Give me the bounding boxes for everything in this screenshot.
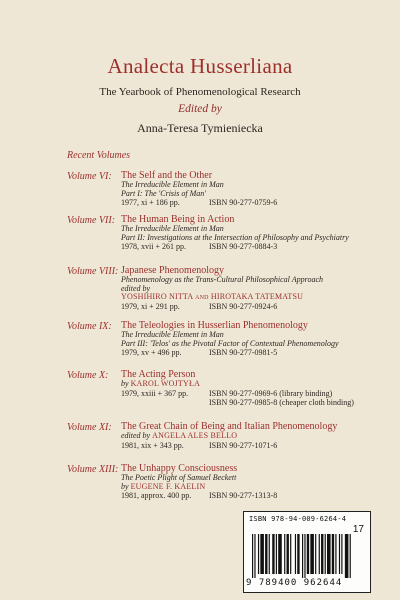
volume-publication-info (121, 389, 391, 398)
barcode-bar (339, 534, 340, 574)
barcode-isbn: ISBN 978-94-009-6264-4 (249, 515, 347, 523)
barcode-bar (315, 534, 316, 574)
volume-publication-info-alt (121, 398, 391, 407)
barcode-bar (272, 534, 274, 574)
volume-subline: The Irreducible Element in Man (121, 180, 224, 189)
volume-details (121, 215, 391, 251)
series-subtitle: The Yearbook of Phenomenological Research (99, 86, 301, 98)
series-title: Analecta Husserliana (107, 54, 293, 78)
volume-number: Volume X: (67, 370, 109, 381)
barcode-bar (254, 534, 255, 578)
volume-title: Japanese Phenomenology (121, 265, 225, 276)
recent-volumes-heading: Recent Volumes (67, 150, 131, 161)
barcode-digits: 9 789400 962644 (246, 578, 343, 588)
volume-details (121, 422, 391, 450)
barcode-label (243, 511, 371, 593)
volume-subline: Part III: 'Telos' as the Pivotal Factor of Contextual Phenomenology (121, 338, 339, 348)
volume-publication-info (121, 242, 391, 251)
volume-isbn: ISBN 90-277-0759-6 (209, 198, 278, 208)
volume-publication-info (121, 302, 391, 311)
volume-subline: The Irreducible Element in Man (121, 224, 224, 233)
volume-publication-info (121, 348, 391, 357)
barcode-bar (297, 534, 299, 574)
volume-subline: The Irreducible Element in Man (121, 330, 224, 339)
volume-details (121, 370, 391, 407)
volume-details (121, 171, 391, 207)
barcode-bar (260, 534, 264, 574)
barcode-bar (258, 534, 259, 574)
barcode-bar (252, 534, 253, 578)
barcode-bar (304, 534, 305, 578)
volume-year-pages: 1979, xv + 496 pp. (121, 348, 182, 358)
volume-title: The Teleologies in Husserlian Phenomenology (121, 320, 308, 331)
volume-isbn: ISBN 90-277-1071-6 (209, 440, 278, 450)
barcode-bar (341, 534, 342, 574)
barcode-price-code: 17 (352, 524, 364, 535)
volume-title: The Unhappy Consciousness (121, 463, 238, 474)
volume-subline: Part II: Investigations at the Intersection of Philosophy and Psychiatry (121, 232, 349, 242)
barcode-bar (307, 534, 309, 574)
volume-number: Volume IX: (67, 321, 112, 332)
barcode-bar (302, 534, 303, 578)
volume-title: The Self and the Other (121, 170, 213, 181)
volume-subline: YOSHIHIRO NITTA and HIROTAKA TATEMATSU (121, 292, 304, 302)
volume-details (121, 266, 391, 311)
volume-year-pages: 1979, xi + 291 pp. (121, 301, 180, 311)
volume-title: The Human Being in Action (121, 214, 235, 225)
barcode-bar (327, 534, 331, 574)
barcode-icon (252, 534, 352, 578)
volume-details (121, 464, 391, 500)
volume-isbn: ISBN 90-277-1313-8 (209, 491, 278, 501)
volume-number: Volume XIII: (67, 464, 119, 475)
volume-subline: edited by (121, 283, 151, 293)
volume-year-pages: 1981, xix + 343 pp. (121, 440, 184, 450)
volume-number: Volume XI: (67, 422, 112, 433)
volume-details (121, 321, 391, 357)
volume-title: The Great Chain of Being and Italian Phenomenology (121, 421, 338, 432)
barcode-bar (321, 534, 323, 574)
barcode-bar (287, 534, 289, 574)
volume-year-pages: 1981, approx. 400 pp. (121, 491, 192, 501)
volume-year-pages: 1979, xxiii + 367 pp. (121, 388, 189, 398)
volume-publication-info (121, 441, 391, 450)
volume-subline: by KAROL WOJTYŁA (121, 379, 201, 388)
volume-publication-info (121, 198, 391, 207)
volume-subline: edited by ANGELA ALES BELLO (121, 431, 238, 440)
volume-publication-info (121, 491, 391, 500)
barcode-bar (325, 534, 326, 574)
barcode-bar (345, 534, 349, 578)
barcode-bar (284, 534, 285, 574)
barcode-bar (350, 534, 351, 578)
barcode-bar (310, 534, 314, 574)
barcode-bar (278, 534, 282, 574)
barcode-bar (332, 534, 334, 574)
barcode-bar (265, 534, 267, 574)
volume-number: Volume VIII: (67, 266, 119, 277)
barcode-bar (269, 534, 270, 574)
volume-subline: Phenomenology as the Trans-Cultural Philosophical Approach (121, 275, 323, 284)
volume-isbn: ISBN 90-277-0924-6 (209, 301, 278, 311)
volume-isbn: ISBN 90-277-0884-3 (209, 242, 278, 252)
editor-name: Anna-Teresa Tymieniecka (137, 121, 263, 135)
barcode-bar (335, 534, 336, 574)
barcode-bar (319, 534, 320, 574)
barcode-bar (290, 534, 291, 574)
edited-by-label: Edited by (178, 103, 222, 115)
volume-year-pages: 1977, xi + 186 pp. (121, 198, 180, 208)
volume-isbn-alt: ISBN 90-277-0985-8 (cheaper cloth binding) (209, 397, 354, 407)
volume-isbn: ISBN 90-277-0981-5 (209, 348, 278, 358)
barcode-bar (295, 534, 296, 574)
volume-subline: by EUGENE F. KAELIN (121, 481, 206, 491)
barcode-bar (276, 534, 277, 574)
volume-title: The Acting Person (121, 369, 196, 380)
volume-number: Volume VII: (67, 215, 116, 226)
volume-number: Volume VI: (67, 171, 112, 182)
volume-subline: Part I: The 'Crisis of Man' (121, 188, 206, 198)
volume-year-pages: 1978, xvii + 261 pp. (121, 242, 186, 252)
volume-isbn: ISBN 90-277-0969-6 (library binding) (209, 388, 333, 398)
volume-subline: The Poetic Plight of Samuel Beckett (121, 473, 237, 482)
